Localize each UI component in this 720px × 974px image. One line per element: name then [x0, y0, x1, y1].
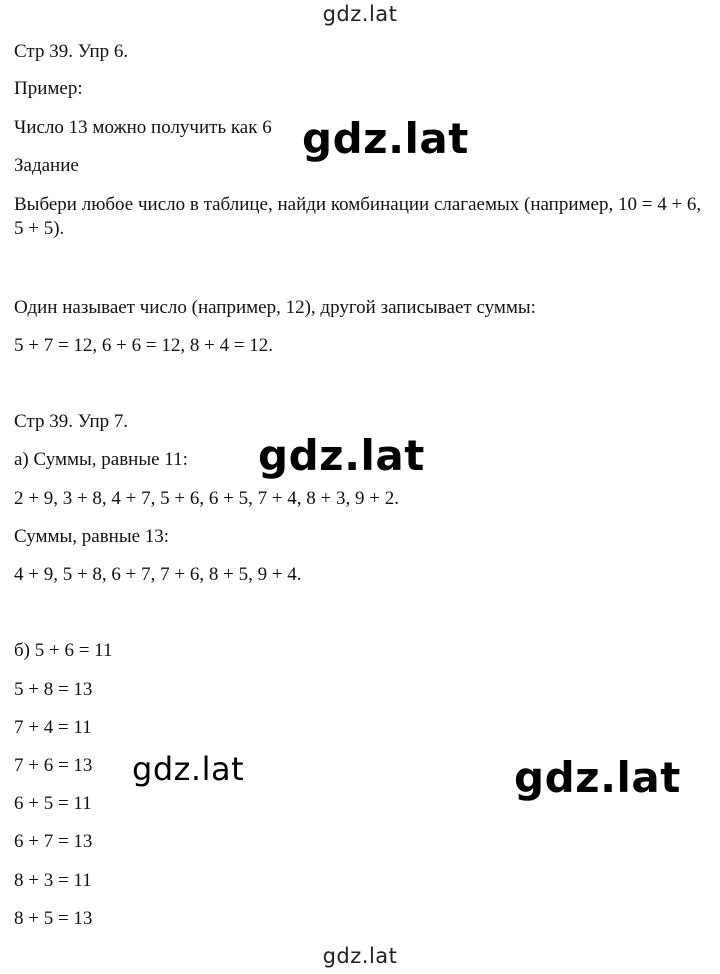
exercise-7-heading: Стр 39. Упр 7. — [14, 411, 129, 432]
part-b-equation-3: 7 + 4 = 11 — [14, 717, 92, 738]
header-watermark: gdz.lat — [322, 2, 398, 26]
part-b-equation-2: 5 + 8 = 13 — [14, 679, 93, 700]
watermark-overlay: gdz.lat — [132, 750, 245, 788]
part-a-label: а) Суммы, равные 11: — [14, 449, 188, 470]
exercise-6-heading: Стр 39. Упр 6. — [14, 41, 129, 62]
part-b-equation-1: б) 5 + 6 = 11 — [14, 640, 113, 661]
example-text: Число 13 можно получить как 6 — [14, 117, 272, 138]
game-description: Один называет число (например, 12), другой записывает суммы: — [14, 297, 536, 318]
watermark-overlay: gdz.lat — [258, 431, 425, 480]
watermark-overlay: gdz.lat — [514, 753, 681, 802]
sums-13-list: 4 + 9, 5 + 8, 6 + 7, 7 + 6, 8 + 5, 9 + 4. — [14, 564, 302, 585]
game-sums: 5 + 7 = 12, 6 + 6 = 12, 8 + 4 = 12. — [14, 335, 274, 356]
part-b-equation-6: 6 + 7 = 13 — [14, 831, 93, 852]
example-label: Пример: — [14, 78, 83, 99]
sums-11-list: 2 + 9, 3 + 8, 4 + 7, 5 + 6, 6 + 5, 7 + 4, 8 + 3, 9 + 2. — [14, 488, 399, 509]
sums-13-label: Суммы, равные 13: — [14, 526, 170, 547]
task-label: Задание — [14, 155, 79, 176]
watermark-overlay: gdz.lat — [302, 114, 469, 163]
part-b-equation-7: 8 + 3 = 11 — [14, 870, 92, 891]
part-b-equation-4: 7 + 6 = 13 — [14, 755, 93, 776]
footer-watermark: gdz.lat — [322, 944, 398, 968]
task-text: Выбери любое число в таблице, найди комбинации слагаемых (например, 10 = 4 + 6, 5 + 5). — [14, 194, 702, 239]
part-b-equation-8: 8 + 5 = 13 — [14, 908, 93, 929]
part-b-equation-5: 6 + 5 = 11 — [14, 793, 92, 814]
